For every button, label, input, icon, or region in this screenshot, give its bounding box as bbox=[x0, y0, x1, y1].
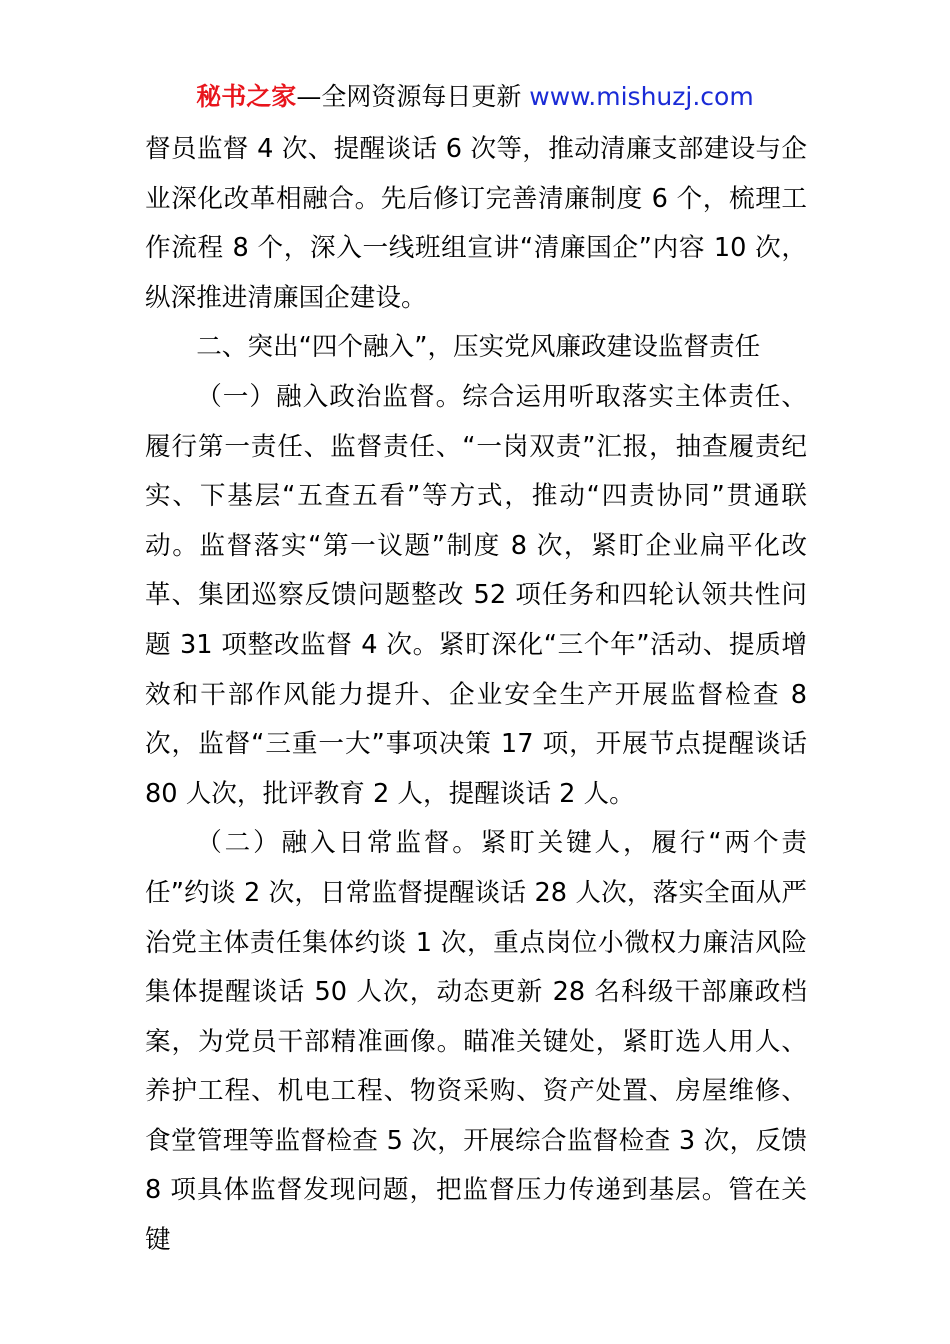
site-url[interactable]: www.mishuzj.com bbox=[529, 82, 754, 111]
site-tagline: —全网资源每日更新 bbox=[296, 82, 530, 111]
paragraph-continuation: 督员监督 4 次、提醒谈话 6 次等，推动清廉支部建设与企业深化改革相融合。先后修订完善清廉制度 6 个，梳理工作流程 8 个，深入一线班组宣讲“清廉国企”内容 10 次，纵深推进清廉国企建设。 bbox=[145, 134, 807, 313]
paragraph-daily-supervision: （二）融入日常监督。紧盯关键人，履行“两个责任”约谈 2 次，日常监督提醒谈话 28 人次，落实全面从严治党主体责任集体约谈 1 次，重点岗位小微权力廉洁风险集体提醒谈话 50 人次，动态更新 28 名科级干部廉政档案，为党员干部精准画像。瞄准关键处，紧盯选人用人、养护工程、机电工程、物资采购、资产处置、房屋维修、食堂管理等监督检查 5 次，开展综合监督检查 3 次，反馈 8 项具体监督发现问题，把监督压力传递到基层。管在关键 bbox=[145, 828, 807, 1256]
paragraph-political-supervision: （一）融入政治监督。综合运用听取落实主体责任、履行第一责任、监督责任、“一岗双责”汇报，抽查履责纪实、下基层“五查五看”等方式，推动“四责协同”贯通联动。监督落实“第一议题”制度 8 次，紧盯企业扁平化改革、集团巡察反馈问题整改 52 项任务和四轮认领共性问题 31 项整改监督 4 次。紧盯深化“三个年”活动、提质增效和干部作风能力提升、企业安全生产开展监督检查 8 次，监督“三重一大”事项决策 17 项，开展节点提醒谈话 80 人次，批评教育 2 人，提醒谈话 2 人。 bbox=[145, 381, 807, 809]
page-header bbox=[0, 80, 950, 114]
document-body bbox=[145, 125, 807, 1266]
section-heading: 二、突出“四个融入”，压实党风廉政建设监督责任 bbox=[196, 332, 761, 363]
site-brand: 秘书之家 bbox=[196, 82, 297, 111]
